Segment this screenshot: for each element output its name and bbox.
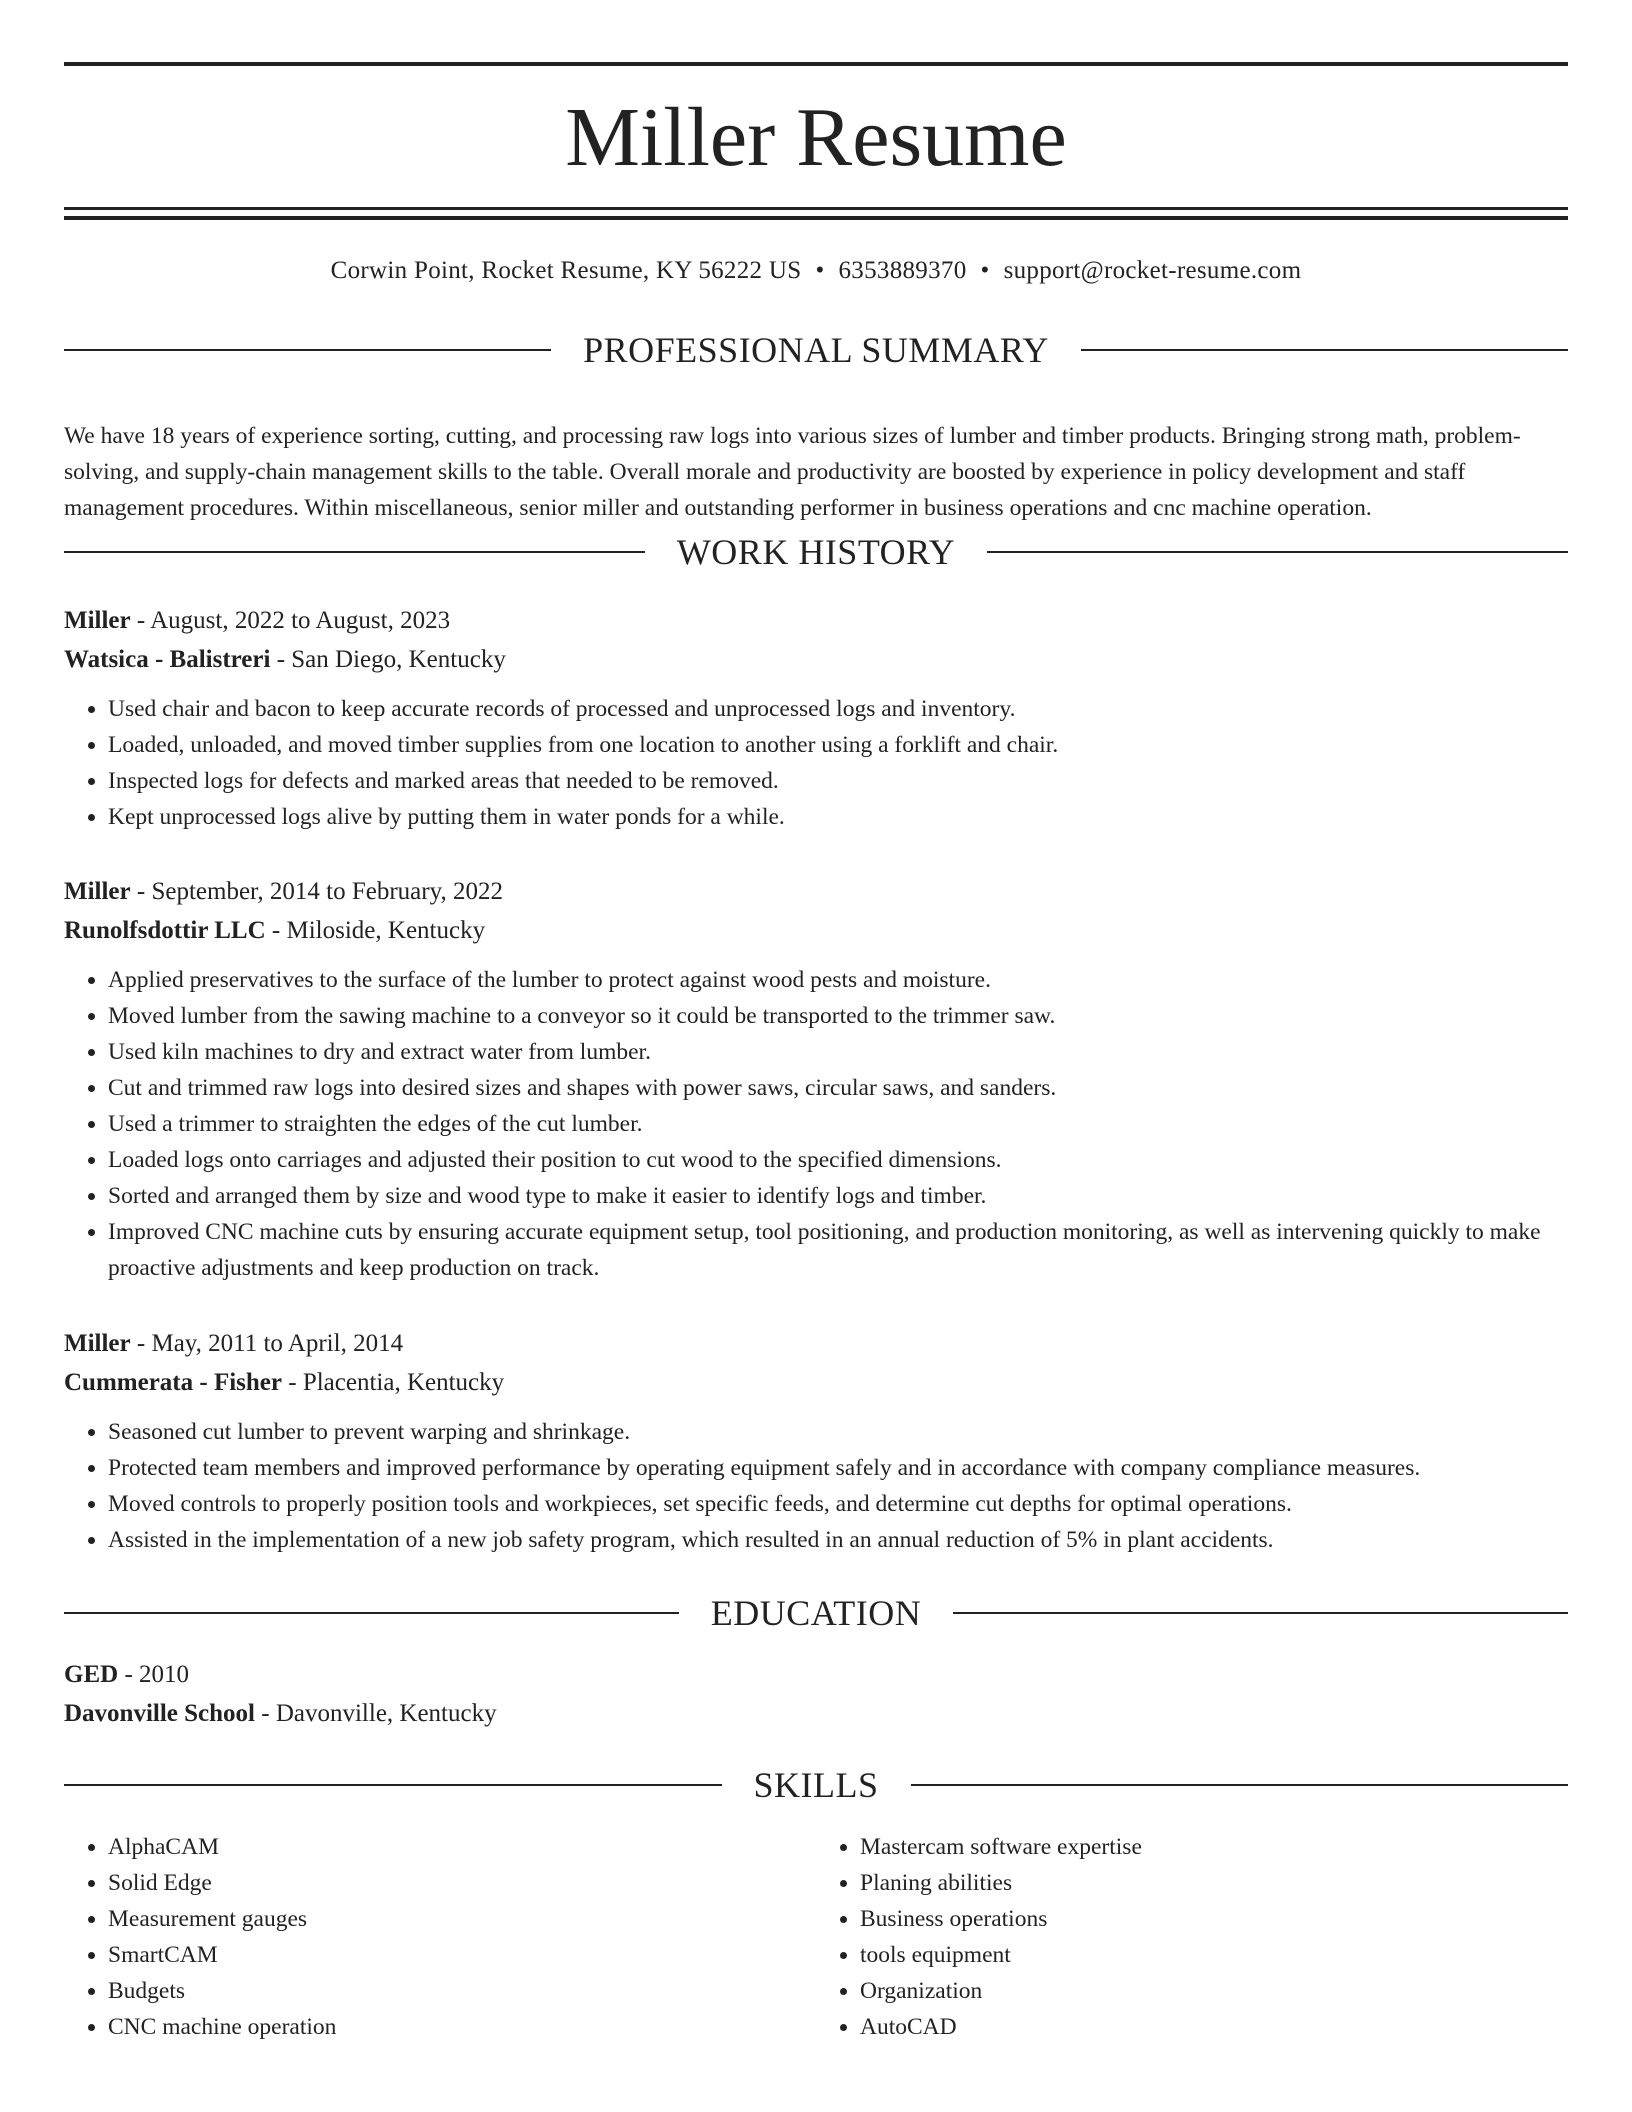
- heading-rule: [987, 551, 1568, 553]
- skill-item: • Solid Edge: [108, 1865, 816, 1901]
- heading-rule: [64, 551, 645, 553]
- education-school-line: [64, 1694, 1568, 1733]
- skills-list-left: [64, 1829, 816, 2045]
- bullet-item: • Moved lumber from the sawing machine to a conveyor so it could be transported to the trimmer saw.: [108, 998, 1568, 1034]
- summary-heading: [64, 328, 1568, 372]
- education-year: - 2010: [118, 1661, 190, 1688]
- skill-item: • Business operations: [860, 1901, 1568, 1937]
- top-rule: [64, 62, 1568, 66]
- job-company: Runolfsdottir LLC: [64, 917, 266, 944]
- skill-item: • Organization: [860, 1973, 1568, 2009]
- education-location: - Davonville, Kentucky: [255, 1700, 497, 1727]
- contact-email: support@rocket-resume.com: [1003, 257, 1302, 284]
- bullet-item: • Moved controls to properly position tools and workpieces, set specific feeds, and determine cut depths for optimal operations.: [108, 1486, 1568, 1522]
- education-section: [64, 1591, 1568, 1733]
- job-title-line: [64, 1324, 1568, 1363]
- bullet-item: • Cut and trimmed raw logs into desired sizes and shapes with power saws, circular saws, and sanders.: [108, 1070, 1568, 1106]
- job-entry: [64, 1324, 1568, 1558]
- job-company-line: [64, 911, 1568, 950]
- bullet-item: • Used chair and bacon to keep accurate records of processed and unprocessed logs and inventory.: [108, 691, 1568, 727]
- bullet-item: • Kept unprocessed logs alive by putting them in water ponds for a while.: [108, 799, 1568, 835]
- heading-rule: [64, 349, 551, 351]
- contact-phone: 6353889370: [838, 257, 967, 284]
- job-bullets: [64, 962, 1568, 1286]
- job-entry: [64, 601, 1568, 835]
- job-dates: - May, 2011 to April, 2014: [130, 1330, 404, 1357]
- job-bullets: [64, 1414, 1568, 1558]
- bullet-item: • Seasoned cut lumber to prevent warping and shrinkage.: [108, 1414, 1568, 1450]
- job-bullets: [64, 691, 1568, 835]
- job-entry: [64, 872, 1568, 1286]
- heading-rule: [64, 1612, 679, 1614]
- education-heading: [64, 1591, 1568, 1635]
- heading-rule: [1081, 349, 1568, 351]
- bullet-item: • Used a trimmer to straighten the edges of the cut lumber.: [108, 1106, 1568, 1142]
- education-degree: GED: [64, 1661, 119, 1688]
- title-double-rule: [64, 207, 1568, 220]
- summary-text: We have 18 years of experience sorting, cutting, and processing raw logs into various sizes of lumber and timber products. Bringing strong math, problem-solving, and supply-chain management skills to the table. Overall morale and productivity are boosted by experience in policy development and staff management procedures. Within miscellaneous, senior miller and outstanding performer in business operations and cnc machine operation.: [64, 423, 1521, 521]
- bullet-item: • Loaded logs onto carriages and adjusted their position to cut wood to the specified dimensions.: [108, 1142, 1568, 1178]
- bullet-item: • Loaded, unloaded, and moved timber supplies from one location to another using a forklift and chair.: [108, 727, 1568, 763]
- job-dates: - August, 2022 to August, 2023: [130, 607, 451, 634]
- bullet-separator: •: [980, 257, 990, 284]
- job-company: Watsica - Balistreri: [64, 646, 271, 673]
- heading-rule: [64, 1784, 722, 1786]
- education-degree-line: [64, 1655, 1568, 1694]
- skill-item: • SmartCAM: [108, 1937, 816, 1973]
- bullet-item: • Inspected logs for defects and marked areas that needed to be removed.: [108, 763, 1568, 799]
- skills-list-right: [816, 1829, 1568, 2045]
- skill-item: • Planing abilities: [860, 1865, 1568, 1901]
- job-dates: - September, 2014 to February, 2022: [130, 878, 503, 905]
- bullet-item: • Improved CNC machine cuts by ensuring accurate equipment setup, tool positioning, and production monitoring, as well as intervening quickly to make proactive adjustments and keep production on track.: [108, 1214, 1568, 1286]
- job-title: Miller: [64, 878, 131, 905]
- skill-item: • CNC machine operation: [108, 2009, 816, 2045]
- skill-item: • Measurement gauges: [108, 1901, 816, 1937]
- skills-section: [64, 1763, 1568, 2045]
- skills-columns: [64, 1829, 1568, 2045]
- skill-item: • Mastercam software expertise: [860, 1829, 1568, 1865]
- contact-address: Corwin Point, Rocket Resume, KY 56222 US: [330, 257, 802, 284]
- contact-line: [64, 254, 1568, 288]
- job-company: Cummerata - Fisher: [64, 1369, 282, 1396]
- skills-heading: [64, 1763, 1568, 1807]
- bullet-separator: •: [815, 257, 825, 284]
- job-company-line: [64, 640, 1568, 679]
- bullet-item: • Sorted and arranged them by size and wood type to make it easier to identify logs and timber.: [108, 1178, 1568, 1214]
- work-history-section: [64, 530, 1568, 574]
- job-title: Miller: [64, 1330, 131, 1357]
- section-title: SKILLS: [753, 1765, 879, 1805]
- bullet-item: • Applied preservatives to the surface of the lumber to protect against wood pests and moisture.: [108, 962, 1568, 998]
- heading-rule: [911, 1784, 1569, 1786]
- job-title-line: [64, 872, 1568, 911]
- section-title: PROFESSIONAL SUMMARY: [583, 330, 1049, 370]
- education-school: Davonville School: [64, 1700, 255, 1727]
- job-location: - San Diego, Kentucky: [270, 646, 506, 673]
- skill-item: • tools equipment: [860, 1937, 1568, 1973]
- job-title: Miller: [64, 607, 131, 634]
- skill-item: • AlphaCAM: [108, 1829, 816, 1865]
- bullet-item: • Assisted in the implementation of a new job safety program, which resulted in an annual reduction of 5% in plant accidents.: [108, 1522, 1568, 1558]
- section-title: EDUCATION: [710, 1593, 922, 1633]
- heading-rule: [953, 1612, 1568, 1614]
- section-title: WORK HISTORY: [676, 532, 956, 572]
- bullet-item: • Protected team members and improved performance by operating equipment safely and in accordance with company compliance measures.: [108, 1450, 1568, 1486]
- job-company-line: [64, 1363, 1568, 1402]
- summary-section: [64, 328, 1568, 526]
- skill-item: • AutoCAD: [860, 2009, 1568, 2045]
- work-history-heading: [64, 530, 1568, 574]
- skill-item: • Budgets: [108, 1973, 816, 2009]
- job-location: - Miloside, Kentucky: [265, 917, 486, 944]
- bullet-item: • Used kiln machines to dry and extract water from lumber.: [108, 1034, 1568, 1070]
- job-title-line: [64, 601, 1568, 640]
- job-location: - Placentia, Kentucky: [282, 1369, 505, 1396]
- resume-title: Miller Resume: [565, 91, 1067, 184]
